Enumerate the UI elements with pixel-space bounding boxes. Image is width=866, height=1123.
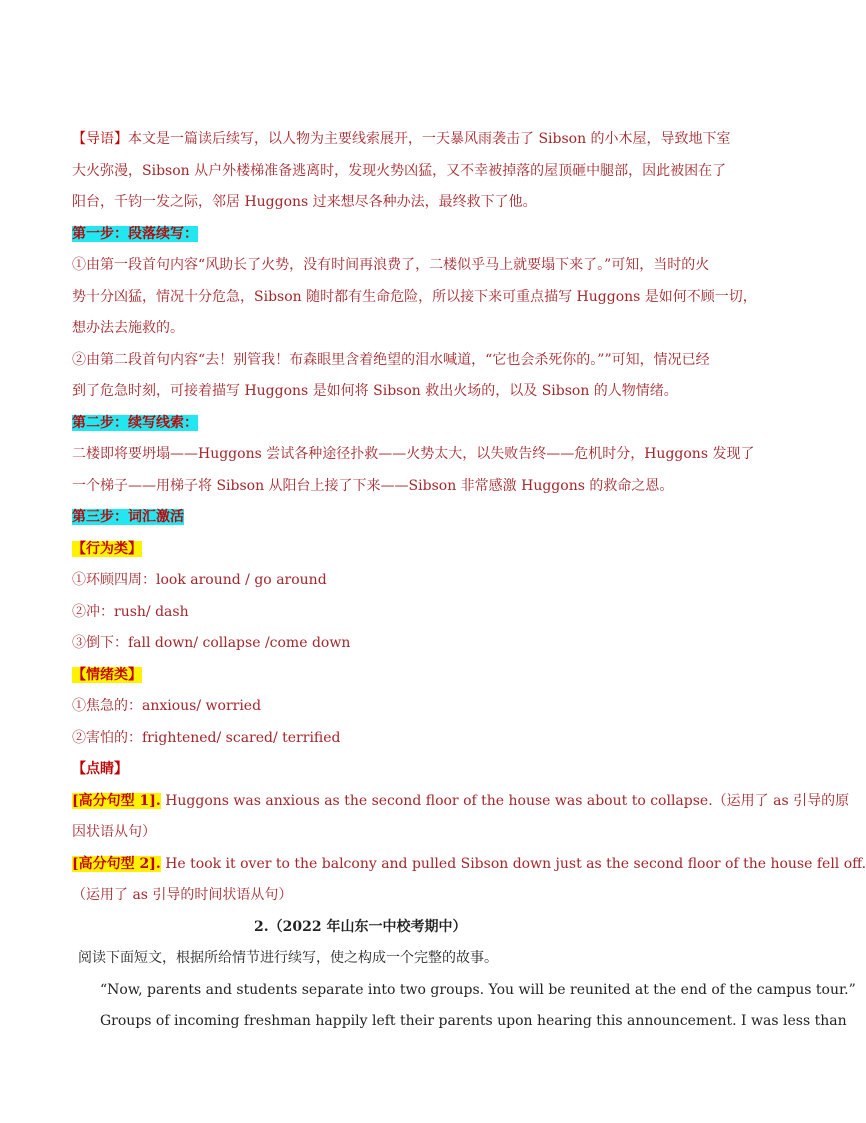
sentence1-text: Huggons was anxious as the second floor of the house was about to collapse.（运用了 as 引导的原: [160, 792, 850, 809]
step3-heading: 第三步：词汇激活: [72, 509, 184, 525]
step2-line-1: 二楼即将要坍塌——Huggons 尝试各种途径扑救——火势太大，以失败告终——危机时分，Huggons 发现了: [72, 446, 755, 462]
question2-instruction: 阅读下面短文，根据所给情节进行续写，使之构成一个完整的故事。: [78, 950, 498, 966]
sentence2-line: [72, 849, 866, 881]
step1-heading: 第一步：段落续写：: [72, 225, 198, 242]
step2-line-2: 一个梯子——用梯子将 Sibson 从阳台上接了下来——Sibson 非常感激 Huggons 的救命之恩。: [72, 477, 674, 494]
step1-p1-line-1: ①由第一段首句内容“风助长了火势，没有时间再浪费了，二楼似乎马上就要塌下来了。”可知，当时的火: [72, 257, 710, 273]
sentence2-continuation: （运用了 as 引导的时间状语从句）: [72, 887, 293, 903]
action-label: 【行为类】: [72, 540, 142, 557]
step1-p1-line-2: 势十分凶猛，情况十分危急，Sibson 随时都有生命危险，所以接下来可重点描写 Huggons 是如何不顾一切，: [72, 288, 757, 305]
guide-text-1: 本文是一篇读后续写，以人物为主要线索展开，一天暴风雨袭击了 Sibson 的小木屋，导致地下室: [128, 131, 731, 147]
emotion-label-line: [72, 660, 724, 692]
sentence2-text: He took it over to the balcony and pulled Sibson down just as the second floor of the house fell off.: [160, 855, 866, 872]
emotion-label: 【情绪类】: [72, 666, 142, 683]
question2-title: 2.（2022 年山东一中校考期中）: [254, 918, 467, 935]
step2-heading: 第二步：续写线索：: [72, 414, 198, 431]
guide-line-3: 阳台，千钧一发之际，邻居 Huggons 过来想尽各种办法，最终救下了他。: [72, 194, 537, 210]
highlight-label-line: [72, 754, 724, 786]
step1-heading-line: [72, 219, 724, 251]
highlight-label: 【点睛】: [72, 761, 128, 777]
step1-p2-line-1: ②由第二段首句内容“去！别管我！布森眼里含着绝望的泪水喊道，“它也会杀死你的。””可知，情况已经: [72, 351, 710, 368]
step2-heading-line: [72, 408, 724, 440]
step3-heading-line: [72, 502, 724, 534]
guide-label: 【导语】: [72, 131, 128, 147]
step1-p1-line-3: 想办法去施救的。: [72, 320, 184, 336]
action-item: ③倒下：fall down/ collapse /come down: [72, 635, 351, 651]
emotion-item: ②害怕的：frightened/ scared/ terrified: [72, 729, 341, 746]
sentence1-line: [72, 786, 850, 818]
document-page: [72, 124, 866, 1038]
step1-p2-line-2: 到了危急时刻，可接着描写 Huggons 是如何将 Sibson 救出火场的，以及 Sibson 的人物情绪。: [72, 383, 678, 399]
sentence1-continuation: 因状语从句）: [72, 824, 156, 840]
sentence1-tag: [高分句型 1].: [72, 792, 161, 809]
action-label-line: [72, 534, 724, 566]
story-paragraph: Groups of incoming freshman happily left their parents upon hearing this announcement. I was less than: [100, 1013, 847, 1029]
sentence2-tag: [高分句型 2].: [72, 855, 161, 872]
action-item: ②冲：rush/ dash: [72, 603, 189, 620]
action-item: ①环顾四周：look around / go around: [72, 572, 327, 588]
guide-line-1: [72, 124, 731, 156]
guide-line-2: 大火弥漫，Sibson 从户外楼梯准备逃离时，发现火势凶猛，又不幸被掉落的屋顶砸中腿部，因此被困在了: [72, 162, 727, 179]
story-paragraph: “Now, parents and students separate into two groups. You will be reunited at the end of the campus tour.”: [100, 981, 856, 998]
emotion-item: ①焦急的：anxious/ worried: [72, 698, 262, 714]
